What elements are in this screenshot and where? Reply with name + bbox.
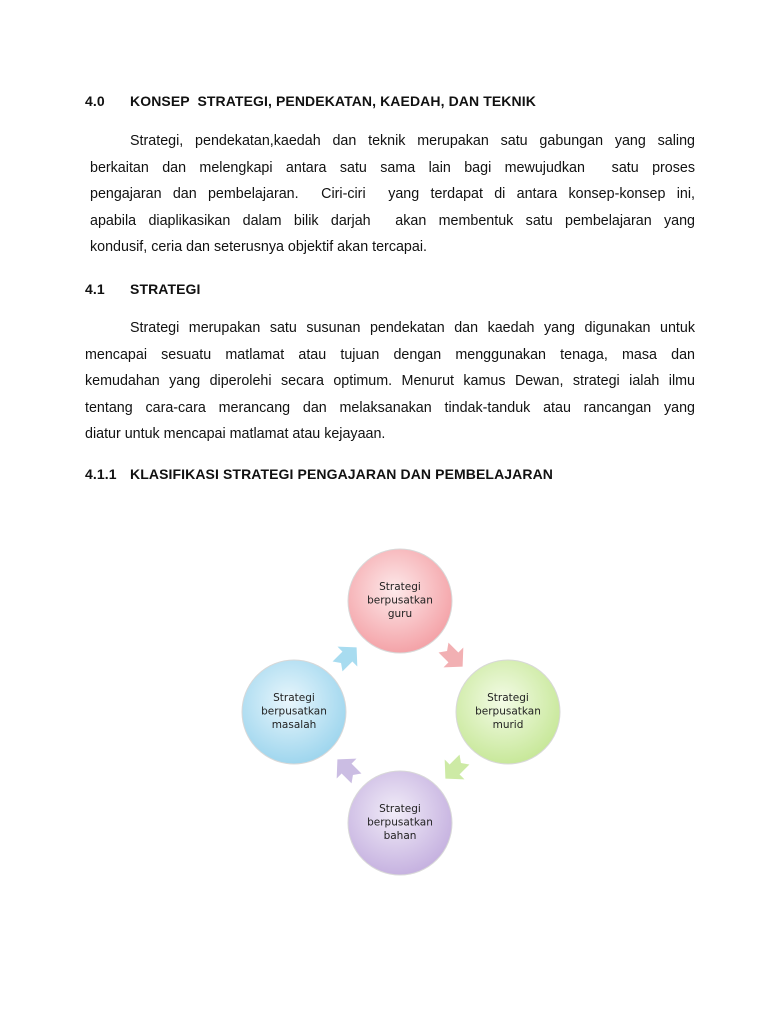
section-number: 4.1.1 xyxy=(85,466,117,482)
paragraph-line: kondusif, ceria dan seterusnya objektif akan tercapai. xyxy=(90,239,427,255)
section-title: KONSEP STRATEGI, PENDEKATAN, KAEDAH, DAN TEKNIK xyxy=(130,93,536,109)
cycle-node-label: Strategi xyxy=(379,581,421,593)
section-number: 4.1 xyxy=(85,281,105,297)
paragraph-line: kemudahan yang diperolehi secara optimum. Menurut kamus Dewan, strategi ialah ilmu xyxy=(85,373,695,389)
cycle-node-label: berpusatkan xyxy=(261,705,327,718)
cycle-node-label: masalah xyxy=(271,719,317,731)
paragraph-line: diatur untuk mencapai matlamat atau kejayaan. xyxy=(85,426,386,442)
cycle-node-label: Strategi xyxy=(379,803,421,815)
paragraph-line: mencapai sesuatu matlamat atau tujuan dengan menggunakan tenaga, masa dan xyxy=(85,346,695,363)
section-number: 4.0 xyxy=(85,93,105,109)
cycle-node-label: murid xyxy=(492,719,524,731)
cycle-node-label: bahan xyxy=(383,830,417,842)
section-title: KLASIFIKASI STRATEGI PENGAJARAN DAN PEMBELAJARAN xyxy=(130,466,554,482)
cycle-node-label: guru xyxy=(387,608,413,620)
cycle-node-label: berpusatkan xyxy=(367,594,433,607)
arrow-masalah-to-guru xyxy=(328,637,367,676)
paragraph-line: Strategi, pendekatan,kaedah dan teknik merupakan satu gabungan yang saling xyxy=(130,133,695,149)
paragraph-line: tentang cara-cara merancang dan melaksanakan tindak-tanduk atau rancangan yang xyxy=(85,399,695,416)
section-title: STRATEGI xyxy=(130,281,201,297)
cycle-arrows xyxy=(327,637,474,788)
arrow-guru-to-murid xyxy=(434,638,473,677)
cycle-node-label: berpusatkan xyxy=(367,816,433,829)
cycle-node-murid xyxy=(456,660,560,764)
arrow-murid-to-bahan xyxy=(435,750,474,789)
cycle-node-label: berpusatkan xyxy=(475,705,541,718)
arrow-bahan-to-masalah xyxy=(327,749,366,788)
paragraph-line: apabila diaplikasikan dalam bilik darjah akan membentuk satu pembelajaran yang xyxy=(90,212,695,229)
cycle-nodes xyxy=(242,549,560,875)
paragraph-line: berkaitan dan melengkapi antara satu sama lain bagi mewujudkan satu proses xyxy=(90,159,695,176)
paragraph-line: Strategi merupakan satu susunan pendekatan dan kaedah yang digunakan untuk xyxy=(130,320,695,336)
cycle-node-guru xyxy=(348,549,452,653)
cycle-node-masalah xyxy=(242,660,346,764)
cycle-node-label: Strategi xyxy=(273,692,315,704)
cycle-node-bahan xyxy=(348,771,452,875)
cycle-node-label: Strategi xyxy=(487,692,529,704)
paragraph-line: pengajaran dan pembelajaran. Ciri-ciri yang terdapat di antara konsep-konsep ini, xyxy=(90,186,695,202)
